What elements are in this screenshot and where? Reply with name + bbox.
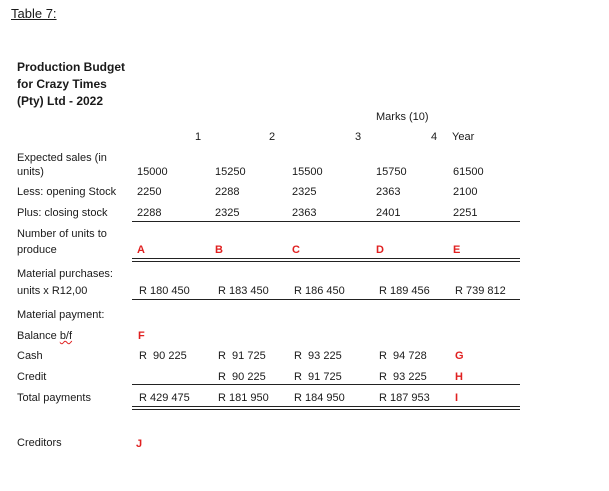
title-line-1: Production Budget <box>17 60 125 74</box>
row-label: Total payments <box>17 392 91 404</box>
cell: 2325 <box>292 186 317 198</box>
answer-placeholder: G <box>455 350 464 362</box>
row-rule <box>132 409 520 410</box>
row-label: units) <box>17 166 44 178</box>
cell: R 94 728 <box>379 350 427 362</box>
row-label: Cash <box>17 350 43 362</box>
row-rule <box>132 406 520 407</box>
row-label-prefix: Balance <box>17 330 60 342</box>
cell: 2401 <box>376 207 401 219</box>
cell: R 189 456 <box>379 285 430 297</box>
cell: R 90 225 <box>139 350 187 362</box>
cell: 2251 <box>453 207 478 219</box>
col-header-3: 3 <box>355 131 362 143</box>
answer-placeholder: F <box>138 330 145 342</box>
cell: R 181 950 <box>218 392 269 404</box>
cell: R 429 475 <box>139 392 190 404</box>
cell: R 91 725 <box>294 371 342 383</box>
answer-placeholder: I <box>455 392 459 404</box>
cell: R 184 950 <box>294 392 345 404</box>
cell: R 91 725 <box>218 350 266 362</box>
row-label <box>17 330 72 343</box>
answer-placeholder: J <box>136 438 143 450</box>
col-header-year: Year <box>452 131 475 143</box>
row-rule <box>132 384 520 385</box>
row-rule <box>132 261 520 262</box>
col-header-1: 1 <box>195 131 202 143</box>
row-label: Material purchases: <box>17 268 113 280</box>
answer-placeholder: H <box>455 371 463 383</box>
cell: R 93 225 <box>294 350 342 362</box>
row-label: Credit <box>17 371 47 383</box>
row-label: Less: opening Stock <box>17 186 117 198</box>
answer-placeholder: B <box>215 244 223 256</box>
row-rule <box>132 258 520 259</box>
row-rule <box>132 299 520 300</box>
cell: 15500 <box>292 166 323 178</box>
row-rule <box>132 221 520 222</box>
cell: R 180 450 <box>139 285 190 297</box>
spellcheck-flagged-word: b/f <box>59 330 73 342</box>
title-line-3: (Pty) Ltd - 2022 <box>17 94 104 108</box>
cell: R 183 450 <box>218 285 269 297</box>
cell: 2288 <box>215 186 240 198</box>
cell: 15250 <box>215 166 246 178</box>
row-label: Material payment: <box>17 309 105 321</box>
cell: 2363 <box>292 207 317 219</box>
cell: R 90 225 <box>218 371 266 383</box>
title-line-2: for Crazy Times <box>17 77 107 91</box>
cell: R 186 450 <box>294 285 345 297</box>
cell: R 93 225 <box>379 371 427 383</box>
row-label: Creditors <box>17 437 62 449</box>
cell: R 739 812 <box>455 285 506 297</box>
row-label: units x R12,00 <box>17 285 88 297</box>
answer-placeholder: C <box>292 244 300 256</box>
cell: 2250 <box>137 186 162 198</box>
table-caption: Table 7: <box>11 6 57 21</box>
row-label: Number of units to <box>17 228 107 240</box>
col-header-4: 4 <box>431 131 438 143</box>
cell: 15750 <box>376 166 407 178</box>
row-label: Plus: closing stock <box>17 207 108 219</box>
answer-placeholder: D <box>376 244 384 256</box>
col-header-2: 2 <box>269 131 276 143</box>
cell: 15000 <box>137 166 168 178</box>
answer-placeholder: E <box>453 244 461 256</box>
row-label: Expected sales (in <box>17 152 107 164</box>
row-label: produce <box>17 244 57 256</box>
cell: 2288 <box>137 207 162 219</box>
answer-placeholder: A <box>137 244 145 256</box>
cell: 2363 <box>376 186 401 198</box>
marks-label: Marks (10) <box>376 111 429 123</box>
cell: 61500 <box>453 166 484 178</box>
cell: 2325 <box>215 207 240 219</box>
cell: 2100 <box>453 186 478 198</box>
cell: R 187 953 <box>379 392 430 404</box>
